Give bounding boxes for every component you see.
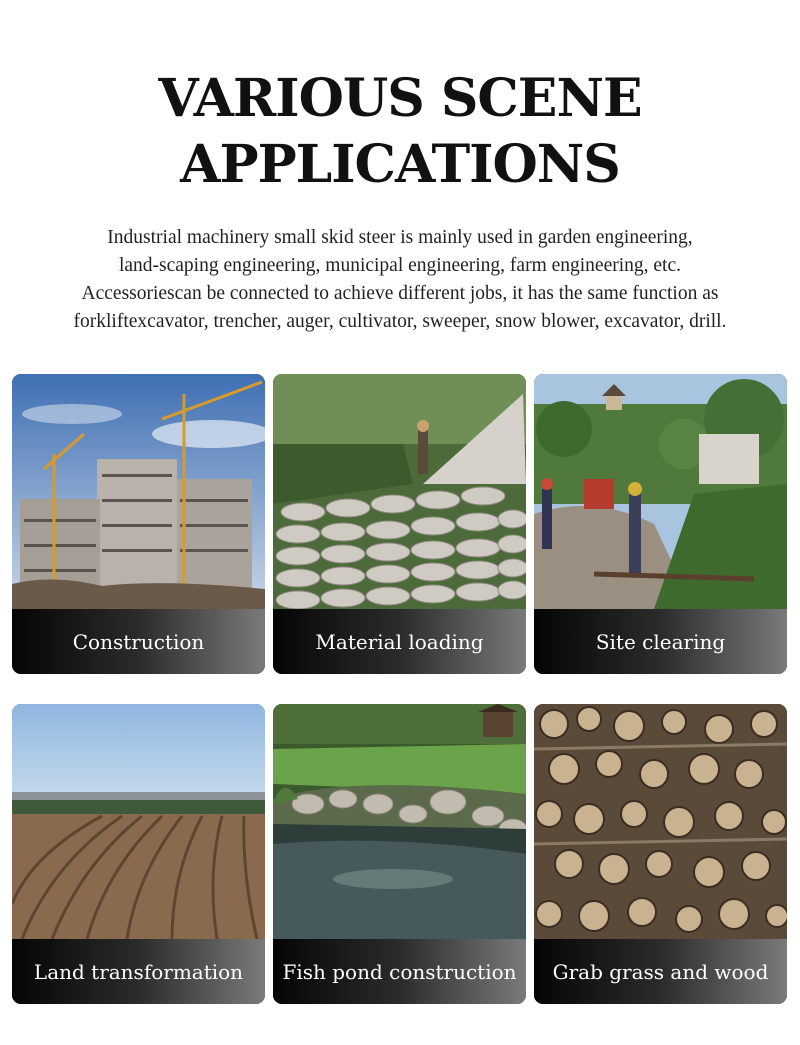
description-line-3: Accessoriescan be connected to achieve different jobs, it has the same function as bbox=[81, 283, 719, 304]
scene-label-construction: Construction bbox=[12, 609, 265, 674]
material-loading-photo bbox=[273, 374, 526, 609]
scene-card-fish-pond bbox=[273, 704, 526, 1004]
description-line-2: land-scaping engineering, municipal engineering, farm engineering, etc. bbox=[118, 255, 682, 276]
scene-label-land-transformation: Land transformation bbox=[12, 939, 265, 1004]
title-line-1: VARIOUS SCENE bbox=[158, 68, 642, 129]
scene-card-land-transformation bbox=[12, 704, 265, 1004]
fish-pond-photo bbox=[273, 704, 526, 939]
site-clearing-photo bbox=[534, 374, 787, 609]
scene-card-grab-wood bbox=[534, 704, 787, 1004]
scene-label-grab-wood: Grab grass and wood bbox=[534, 939, 787, 1004]
description-line-4: forkliftexcavator, trencher, auger, cultivator, sweeper, snow blower, excavator, drill. bbox=[73, 311, 727, 332]
scene-label-site-clearing: Site clearing bbox=[534, 609, 787, 674]
land-transformation-photo bbox=[12, 704, 265, 939]
scene-label-material-loading: Material loading bbox=[273, 609, 526, 674]
scene-card-material-loading bbox=[273, 374, 526, 674]
construction-photo bbox=[12, 374, 265, 609]
scene-card-construction bbox=[12, 374, 265, 674]
description-line-1: Industrial machinery small skid steer is mainly used in garden engineering, bbox=[107, 227, 693, 248]
scene-label-fish-pond: Fish pond construction bbox=[273, 939, 526, 1004]
scene-card-site-clearing bbox=[534, 374, 787, 674]
description-text bbox=[40, 224, 760, 336]
page-title bbox=[0, 66, 800, 198]
grab-wood-photo bbox=[534, 704, 787, 939]
title-line-2: APPLICATIONS bbox=[180, 134, 620, 195]
